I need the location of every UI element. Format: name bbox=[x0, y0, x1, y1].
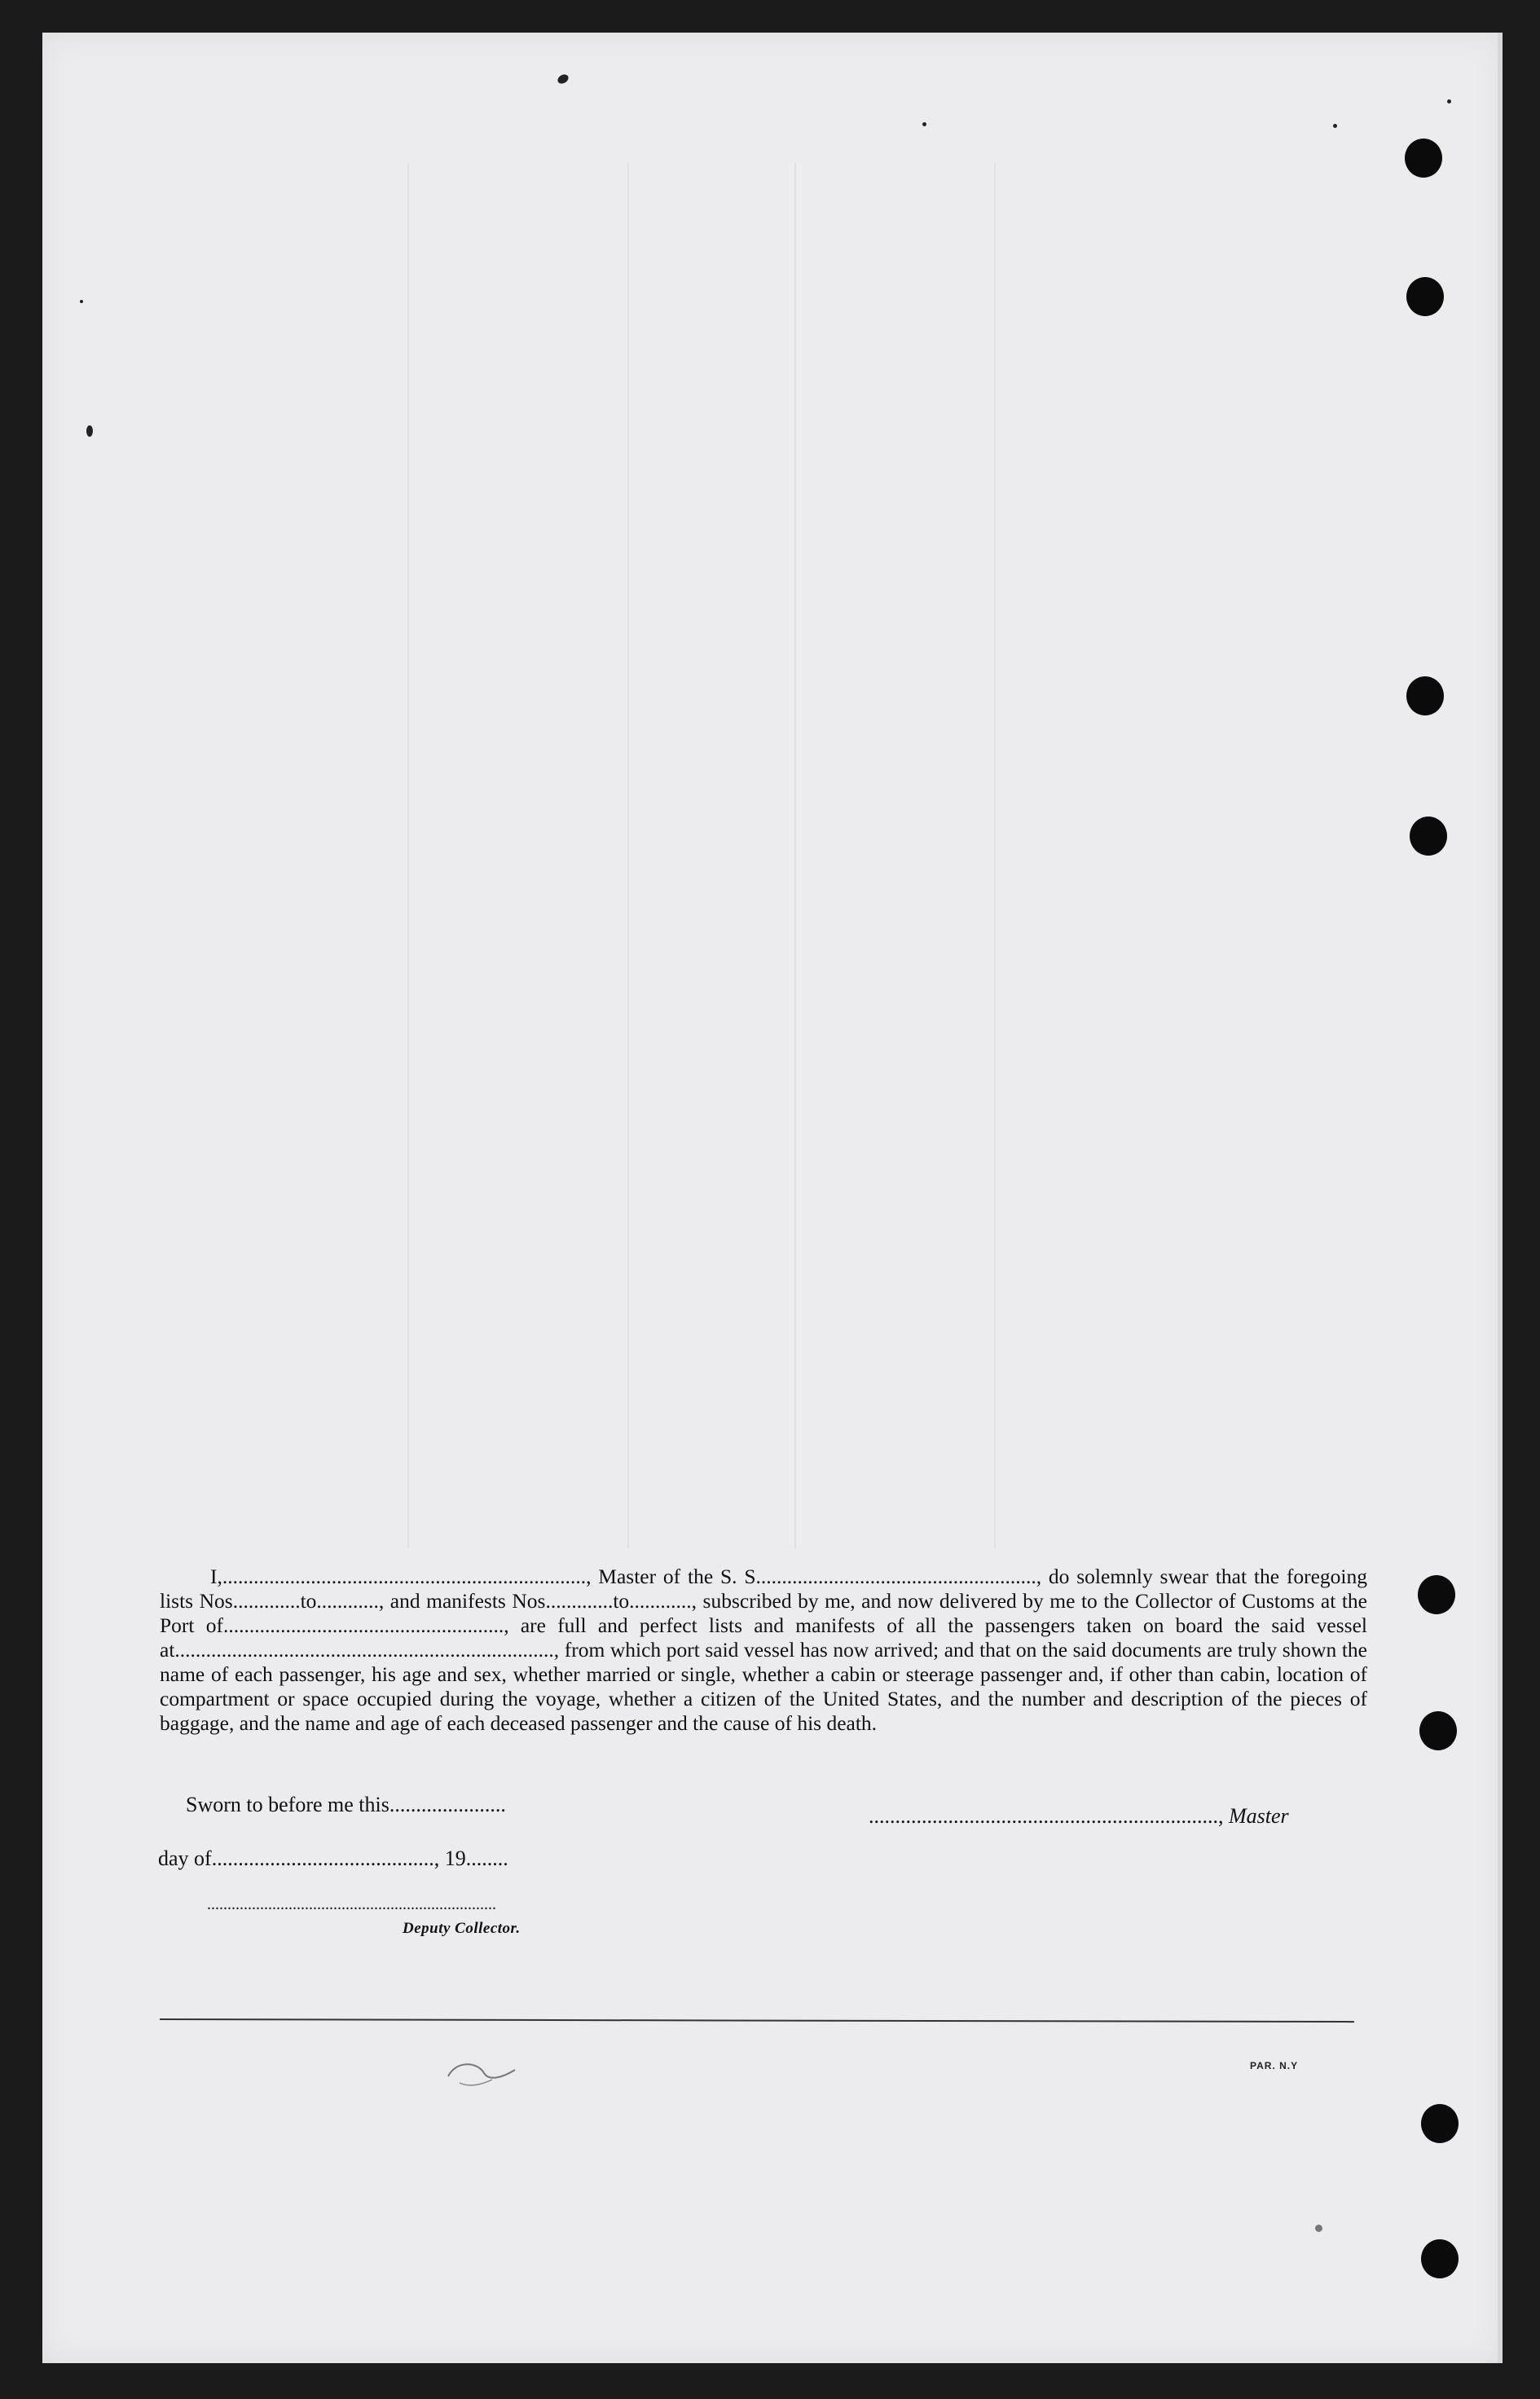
punch-hole bbox=[1406, 277, 1444, 316]
ink-speck bbox=[1447, 99, 1451, 103]
punch-hole bbox=[1410, 817, 1447, 856]
punch-hole bbox=[1421, 2104, 1459, 2143]
day-line: day of.........................................., 19........ bbox=[158, 1847, 508, 1870]
deputy-collector-dots: ....................................................................... bbox=[207, 1895, 496, 1913]
master-signature-dots: .................................................................., bbox=[869, 1804, 1224, 1828]
ink-speck bbox=[922, 122, 926, 126]
bleed-through-line bbox=[627, 163, 629, 1548]
pencil-mark bbox=[445, 2052, 518, 2093]
deputy-collector-label: Deputy Collector. bbox=[403, 1920, 521, 1937]
oath-text: I,......................................................................, Master of the S. S......................................................, do solemnly swear that the foregoing lists Nos.............to............, and manifests Nos.............to............, subscribed by me, and now delivered by me to the Collector of Customs at the Port of......................................................, are full and perfect lists and manifests of all the passengers taken on board the said vessel at........................................................................., from which port said vessel has now arrived; and that on the said documents are truly shown the name of each passenger, his age and sex, whether married or single, whether a cabin or steerage passenger and, if other than cabin, location of compartment or space occupied during the voyage, whether a citizen of the United States, and the number and description of the pieces of baggage, and the name and age of each deceased passenger and the cause of his death. bbox=[160, 1565, 1367, 1735]
punch-hole bbox=[1418, 1575, 1455, 1614]
ink-speck bbox=[86, 425, 93, 437]
punch-hole bbox=[1421, 2239, 1459, 2278]
ink-speck bbox=[80, 300, 83, 303]
bleed-through-line bbox=[407, 163, 409, 1548]
punch-hole bbox=[1419, 1711, 1457, 1750]
punch-hole bbox=[1406, 676, 1444, 715]
ink-speck bbox=[1315, 2225, 1322, 2232]
master-oath-paragraph bbox=[160, 1565, 1367, 1736]
punch-hole bbox=[1405, 139, 1442, 178]
sworn-line: Sworn to before me this...................... bbox=[186, 1793, 506, 1816]
printer-mark: PAR. N.Y bbox=[1250, 2060, 1299, 2071]
document-page bbox=[42, 33, 1501, 2363]
master-signature-line bbox=[869, 1804, 1289, 1829]
ink-speck bbox=[1333, 124, 1337, 128]
page-edge bbox=[1498, 33, 1503, 2363]
bleed-through-line bbox=[994, 163, 996, 1548]
bleed-through-line bbox=[794, 163, 796, 1548]
master-label: Master bbox=[1229, 1804, 1289, 1828]
